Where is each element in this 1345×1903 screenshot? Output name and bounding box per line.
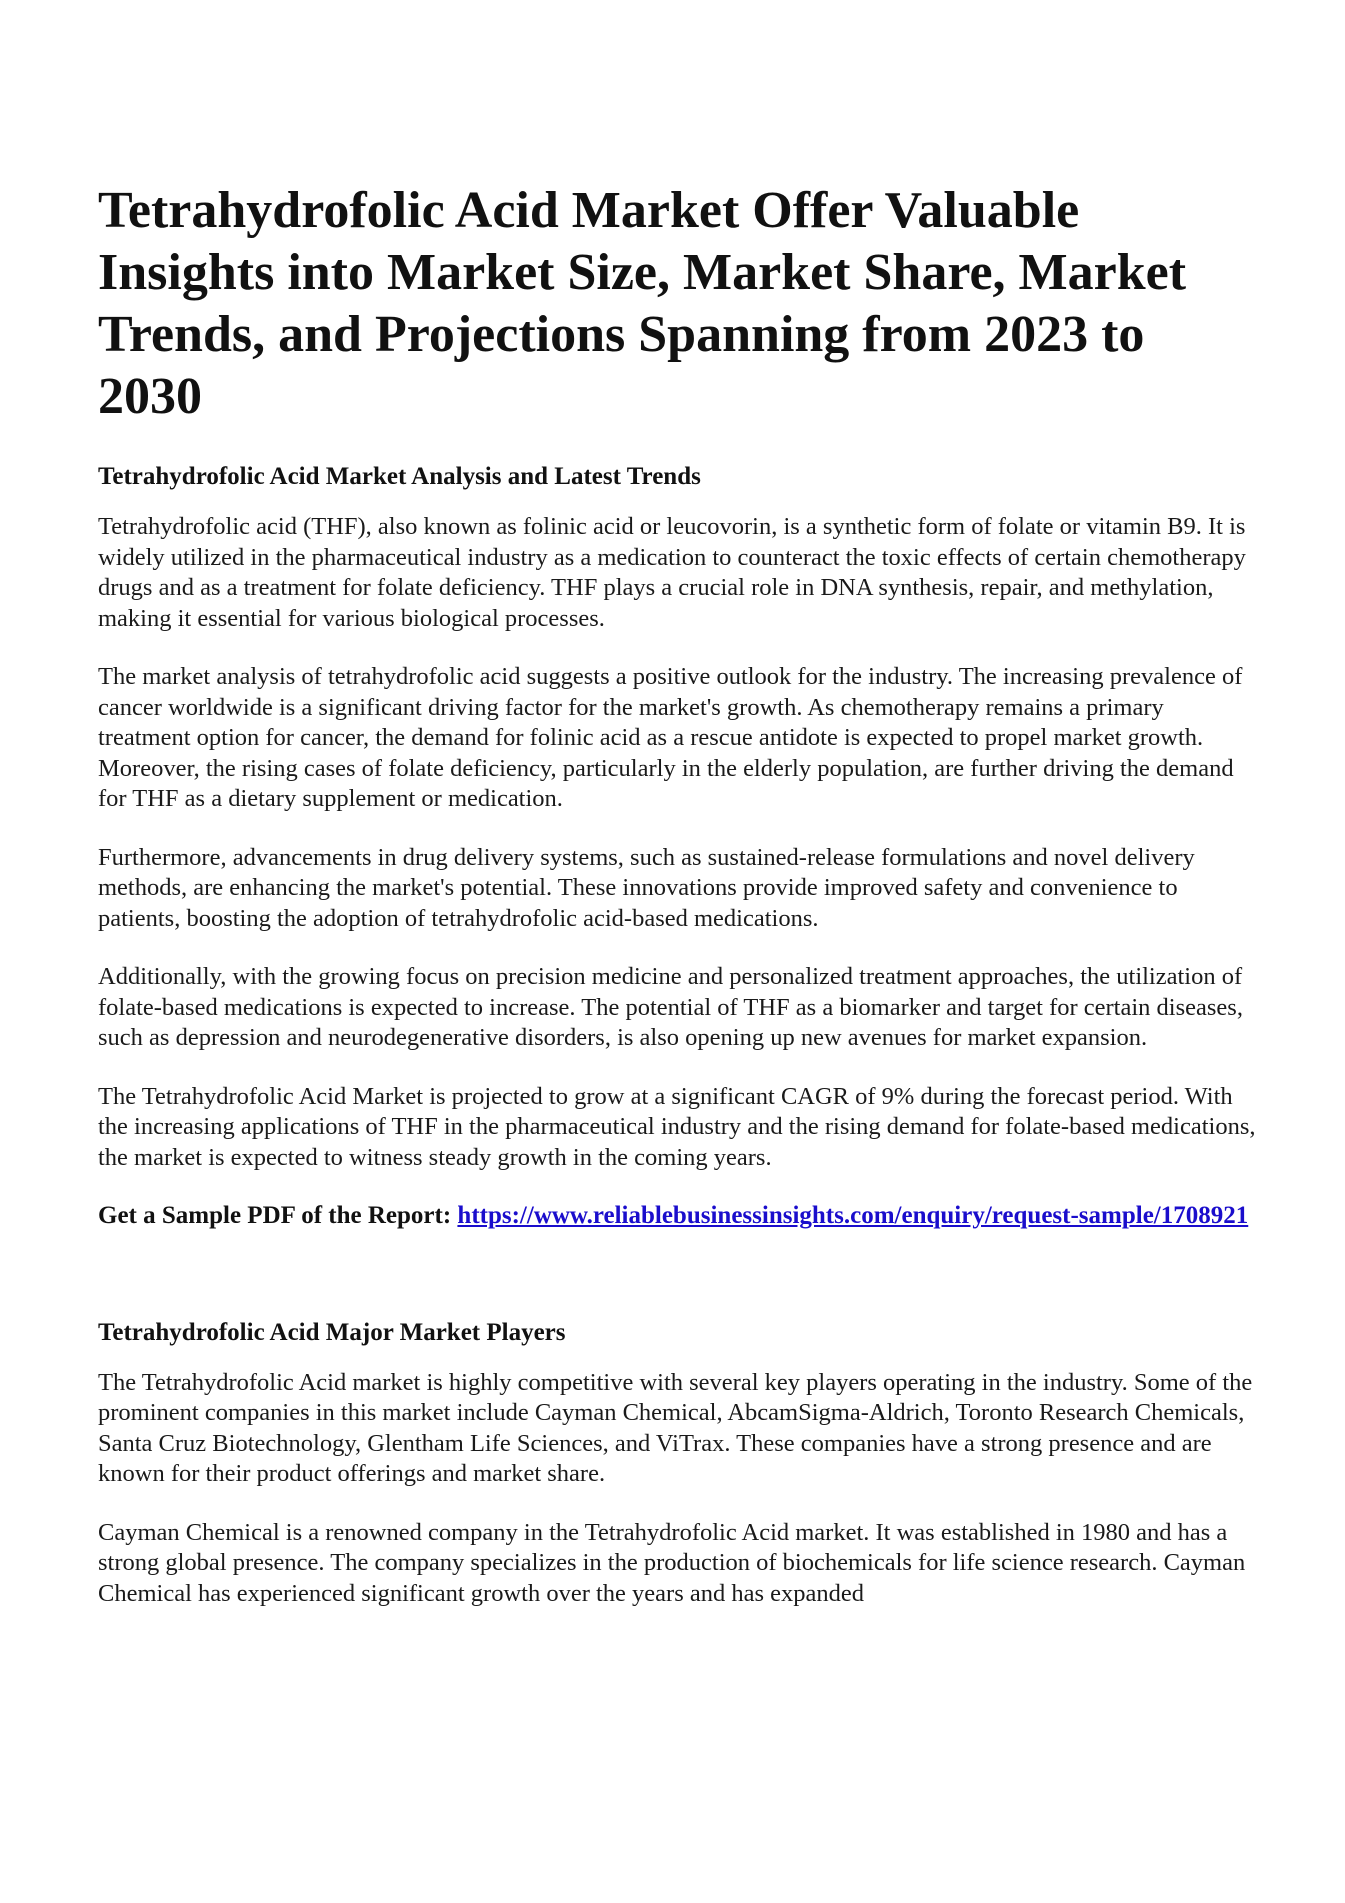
paragraph: The Tetrahydrofolic Acid market is highly competitive with several key players operating in the industry. Some of the prominent companies in this market include Cayman Chemical, AbcamSigma-Aldrich, Toronto Research Chemicals, Santa Cruz Biotechnology, Glentham Life Sciences, and ViTrax. These companies have a strong presence and are known for their product offerings and market share. — [98, 1368, 1253, 1487]
section-heading-analysis: Tetrahydrofolic Acid Market Analysis and Latest Trends — [98, 463, 701, 490]
paragraph: Additionally, with the growing focus on precision medicine and personalized treatment approaches, the utilization of folate-based medications is expected to increase. The potential of THF as a biomarker and target for certain diseases, such as depression and neurodegenerative disorders, is also opening up new avenues for market expansion. — [98, 963, 1243, 1051]
paragraph: The Tetrahydrofolic Acid Market is projected to grow at a significant CAGR of 9% during the forecast period. With the increasing applications of THF in the pharmaceutical industry and the rising demand for folate-based medications, the market is expected to witness steady growth in the coming years. — [98, 1082, 1256, 1171]
paragraph: Tetrahydrofolic acid (THF), also known as folinic acid or leucovorin, is a synthetic form of folate or vitamin B9. It is widely utilized in the pharmaceutical industry as a medication to counteract the toxic effects of certain chemotherapy drugs and as a treatment for folate deficiency. THF plays a crucial role in DNA synthesis, repair, and methylation, making it essential for various biological processes. — [98, 513, 1246, 632]
document-title: Tetrahydrofolic Acid Market Offer Valuable Insights into Market Size, Market Share, Market Trends, and Projections Spanning from 2023 to 2030 — [98, 182, 1187, 425]
sample-pdf-line — [98, 1201, 1258, 1232]
spacer — [98, 1232, 1258, 1318]
paragraph: Cayman Chemical is a renowned company in the Tetrahydrofolic Acid market. It was established in 1980 and has a strong global presence. The company specializes in the production of biochemicals for life science research. Cayman Chemical has experienced significant growth over the years and has expanded — [98, 1518, 1246, 1607]
paragraph: Furthermore, advancements in drug delivery systems, such as sustained-release formulations and novel delivery methods, are enhancing the market's potential. These innovations provide improved safety and convenience to patients, boosting the adoption of tetrahydrofolic acid-based medications. — [98, 843, 1195, 932]
sample-pdf-link[interactable]: https://www.reliablebusinessinsights.com/enquiry/request-sample/1708921 — [457, 1202, 1249, 1229]
paragraph: The market analysis of tetrahydrofolic acid suggests a positive outlook for the industry. The increasing prevalence of cancer worldwide is a significant driving factor for the market's growth. As chemotherapy remains a primary treatment option for cancer, the demand for folinic acid as a rescue antidote is expected to propel market growth. Moreover, the rising cases of folate deficiency, particularly in the elderly population, are further driving the demand for THF as a dietary supplement or medication. — [98, 663, 1243, 812]
document-page — [98, 180, 1258, 1637]
section-heading-players: Tetrahydrofolic Acid Major Market Players — [98, 1318, 566, 1346]
sample-pdf-label: Get a Sample PDF of the Report: — [98, 1202, 458, 1229]
